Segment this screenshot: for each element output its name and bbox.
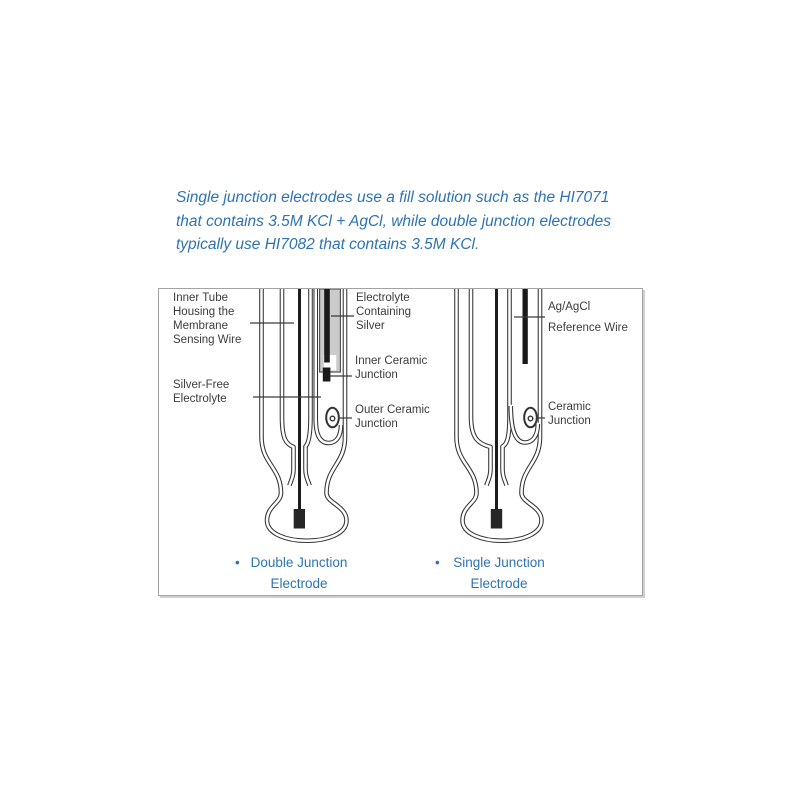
diagram-box <box>158 288 643 596</box>
inner-tube-glass-left <box>282 289 294 486</box>
label-silver-free: Silver-Free Electrolyte <box>173 379 230 405</box>
electrolyte-silver-tube <box>320 289 341 382</box>
membrane-tip <box>491 509 502 529</box>
label-outer-ceramic: Outer Ceramic Junction <box>355 404 430 430</box>
intro-line-2: that contains 3.5M KCl + AgCl, while double junction electrodes <box>176 212 611 230</box>
label-electrolyte-silver: Electrolyte Containing Silver <box>356 292 411 332</box>
intro-line-1: Single junction electrodes use a fill solution such as the HI7071 <box>176 189 610 206</box>
outer-ceramic-junction-ellipse <box>326 408 339 428</box>
agagcl-reference-wire <box>523 289 528 364</box>
intro-line-3: typically use HI7082 that contains 3.5M KCl. <box>176 236 480 253</box>
inner-ceramic-junction <box>323 368 331 382</box>
single-junction-electrode <box>457 289 546 541</box>
caption-bullet: • <box>435 555 440 570</box>
label-ceramic: Ceramic Junction <box>548 401 591 427</box>
intro-paragraph <box>176 186 636 257</box>
ceramic-junction-ellipse <box>524 408 537 428</box>
label-inner-ceramic: Inner Ceramic Junction <box>355 355 428 381</box>
inner-tube-glass-left <box>471 289 491 486</box>
double-junction-electrode <box>250 289 354 541</box>
membrane-tip <box>294 509 305 529</box>
label-inner-tube: Inner Tube Housing the Membrane Sensing Wire <box>173 292 242 346</box>
silver-wire <box>324 289 330 363</box>
caption-double-junction: • Double Junction Electrode <box>247 552 351 594</box>
label-agagcl: Ag/AgCl Reference Wire <box>548 301 628 334</box>
caption-single-junction: • Single Junction Electrode <box>447 552 551 594</box>
caption-bullet: • <box>235 555 240 570</box>
